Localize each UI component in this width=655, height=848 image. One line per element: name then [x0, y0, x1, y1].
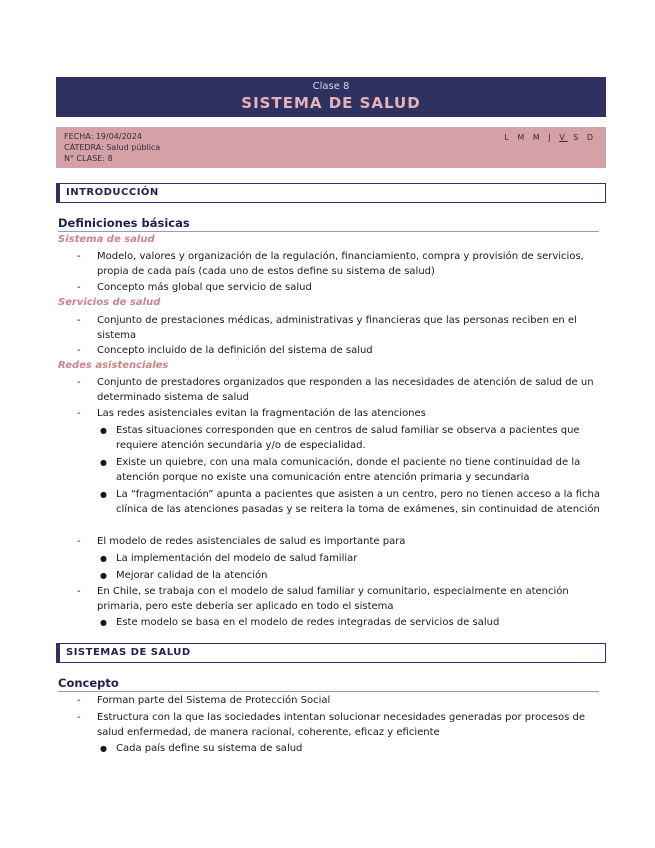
label-servicios-salud: Servicios de salud — [58, 297, 161, 308]
list-item: Conjunto de prestadores organizados que responden a las necesidades de atención de salud de un determinado sistema de salud — [97, 377, 594, 403]
list-item: Estructura con la que las sociedades intentan solucionar necesidades generadas por procesos de salud enfermedad, de manera racional, coherente, eficaz y eficiente — [97, 712, 585, 738]
sub-list-item: Mejorar calidad de la atención — [116, 570, 268, 581]
bullet-marker: ● — [100, 458, 107, 467]
bullet-marker: ● — [100, 426, 107, 435]
sub-list-item: Este modelo se basa en el modelo de redes integradas de servicios de salud — [116, 617, 500, 628]
label-sistema-salud: Sistema de salud — [58, 234, 155, 245]
dash-marker: - — [77, 536, 81, 547]
list-item: Forman parte del Sistema de Protección Social — [97, 695, 331, 706]
list-item: El modelo de redes asistenciales de salud es importante para — [97, 536, 406, 547]
label-redes: Redes asistenciales — [58, 360, 169, 371]
class-number-field: N° CLASE: 8 — [64, 154, 113, 163]
list-item: Modelo, valores y organización de la regulación, financiamiento, compra y provisión de servicios, propia de cada país (cada uno de estos define su sistema de salud) — [97, 251, 584, 277]
date-field: FECHA: 19/04/2024 — [64, 132, 142, 141]
dash-marker: - — [77, 345, 81, 356]
dash-marker: - — [77, 586, 81, 597]
dash-marker: - — [77, 712, 81, 723]
sub-list-item: Existe un quiebre, con una mala comunicación, donde el paciente no tiene continuidad de la atención porque no existe una comunicación entre atención primaria y secundaria — [116, 457, 581, 483]
sub-list-item: La “fragmentación” apunta a pacientes que asisten a un centro, pero no tienen acceso a la ficha clínica de las atenciones pasadas y se reitera la toma de exámenes, sin continuidad de atención — [116, 489, 601, 515]
dash-marker: - — [77, 377, 81, 388]
days-before: L M M J — [504, 133, 560, 142]
page-title: SISTEMA DE SALUD — [241, 94, 421, 112]
weekday-selector — [504, 132, 596, 143]
bullet-marker: ● — [100, 554, 107, 563]
title-banner — [56, 77, 606, 117]
list-item: Concepto incluido de la definición del sistema de salud — [97, 345, 373, 356]
list-item: En Chile, se trabaja con el modelo de salud familiar y comunitario, especialmente en atención primaria, pero este debería ser aplicado en todo el sistema — [97, 586, 569, 612]
dash-marker: - — [77, 251, 81, 262]
days-after: S D — [567, 133, 596, 142]
course-field: CÁTEDRA: Salud pública — [64, 143, 161, 152]
bullet-marker: ● — [100, 618, 107, 627]
dash-marker: - — [77, 315, 81, 326]
dash-marker: - — [77, 695, 81, 706]
section-header-sistemas: SISTEMAS DE SALUD — [56, 643, 606, 663]
class-number: Clase 8 — [312, 81, 350, 92]
bullet-marker: ● — [100, 490, 107, 499]
bullet-marker: ● — [100, 744, 107, 753]
sub-list-item: Cada país define su sistema de salud — [116, 743, 303, 754]
subhead-definiciones: Definiciones básicas — [58, 215, 599, 232]
dash-marker: - — [77, 408, 81, 419]
list-item: Las redes asistenciales evitan la fragmentación de las atenciones — [97, 408, 426, 419]
sub-list-item: La implementación del modelo de salud familiar — [116, 553, 358, 564]
class-info-box — [56, 127, 606, 168]
sub-list-item: Estas situaciones corresponden que en centros de salud familiar se observa a pacientes que requiere atención secundaria y/o de especialidad. — [116, 425, 580, 451]
subhead-concepto: Concepto — [58, 675, 599, 692]
list-item: Conjunto de prestaciones médicas, administrativas y financieras que las personas reciben en el sistema — [97, 315, 577, 341]
dash-marker: - — [77, 282, 81, 293]
list-item: Concepto más global que servicio de salud — [97, 282, 312, 293]
day-selected: V — [559, 133, 568, 142]
bullet-marker: ● — [100, 571, 107, 580]
section-header-intro: INTRODUCCIÓN — [56, 183, 606, 203]
